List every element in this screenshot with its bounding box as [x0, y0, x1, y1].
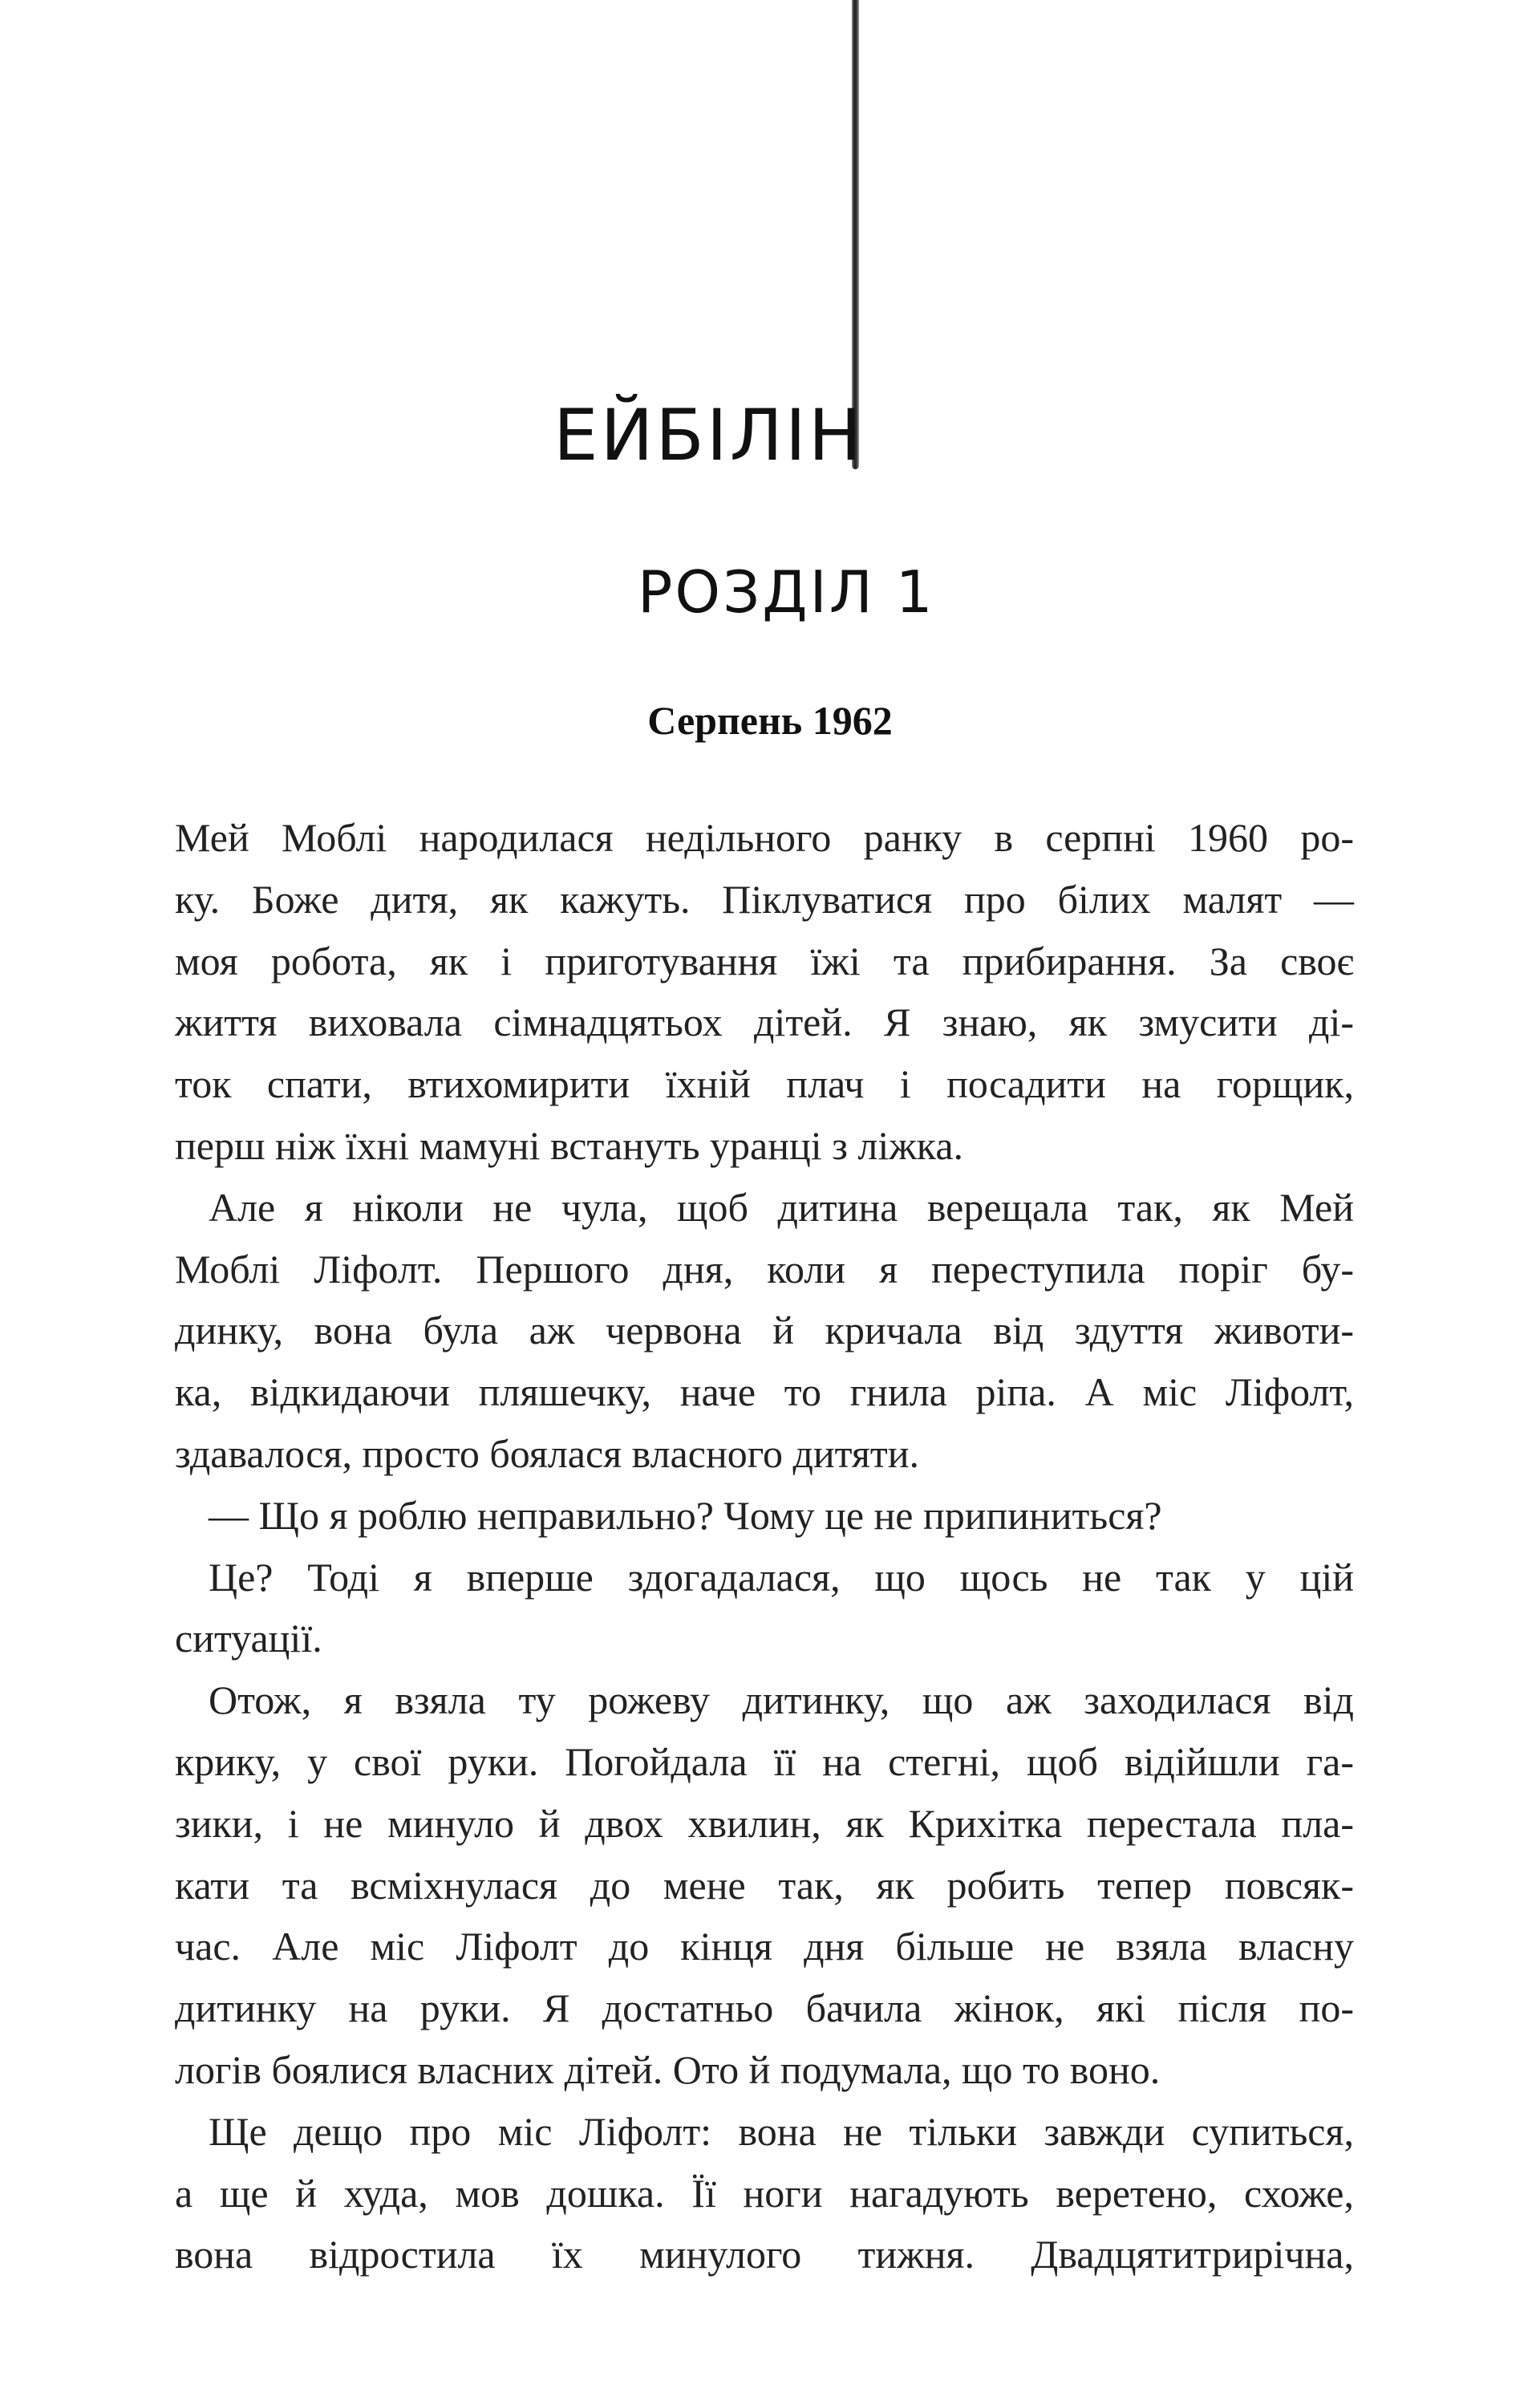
text-line: Отож, я взяла ту рожеву дитинку, що аж заходилася від — [209, 1677, 1354, 1723]
part-title: ЕЙБІЛІН — [553, 394, 865, 477]
text-line: Ще дещо про міс Ліфолт: вона не тільки завжди супиться, — [209, 2108, 1354, 2154]
text-line: життя виховала сімнадцятьох дітей. Я знаю, як змусити ді- — [175, 1000, 1354, 1045]
text-line: крику, у свої руки. Погойдала її на стегні, щоб відійшли га- — [175, 1738, 1354, 1784]
text-line: Це? Тоді я вперше здогадалася, що щось не так у цій — [209, 1554, 1354, 1600]
body-text — [175, 807, 1354, 2285]
text-line: Але я ніколи не чула, щоб дитина верещала так, як Мей — [209, 1184, 1354, 1230]
text-line: ток спати, втихомирити їхній плач і посадити на горщик, — [175, 1061, 1354, 1107]
text-line: вона відростила їх минулого тижня. Двадцятитрирічна, — [175, 2232, 1354, 2277]
text-line: Моблі Ліфолт. Першого дня, коли я переступила поріг бу- — [175, 1246, 1354, 1292]
text-line: ка, відкидаючи пляшечку, наче то гнила ріпа. А міс Ліфолт, — [175, 1369, 1354, 1415]
text-line: ку. Боже дитя, як кажуть. Піклуватися про білих малят — — [175, 876, 1354, 922]
text-line: перш ніж їхні мамуні встануть уранці з ліжка. — [175, 1122, 964, 1168]
text-line: здавалося, просто боялася власного дитяти. — [175, 1430, 919, 1476]
chapter-date: Серпень 1962 — [647, 698, 893, 743]
text-line: кати та всміхнулася до мене так, як робить тепер повсяк- — [175, 1862, 1354, 1908]
text-line: ситуації. — [175, 1616, 322, 1661]
text-line: — Що я роблю неправильно? Чому це не припиниться? — [209, 1492, 1162, 1538]
text-line: а ще й худа, мов дошка. Її ноги нагадують веретено, схоже, — [175, 2170, 1354, 2216]
text-line: час. Але міс Ліфолт до кінця дня більше не взяла власну — [175, 1924, 1354, 1969]
text-line: Мей Моблі народилася недільного ранку в серпні 1960 ро- — [175, 815, 1354, 860]
text-line: дитинку на руки. Я достатньо бачила жінок, які після по- — [175, 1985, 1354, 2031]
text-line: моя робота, як і приготування їжі та прибирання. За своє — [175, 938, 1354, 983]
text-line: динку, вона була аж червона й кричала від здуття животи- — [175, 1308, 1354, 1353]
text-line: логів боялися власних дітей. Ото й подумала, що то воно. — [175, 2046, 1161, 2092]
chapter-title: РОЗДІЛ 1 — [638, 558, 935, 626]
text-line: зики, і не минуло й двох хвилин, як Крихітка перестала пла- — [175, 1800, 1354, 1846]
